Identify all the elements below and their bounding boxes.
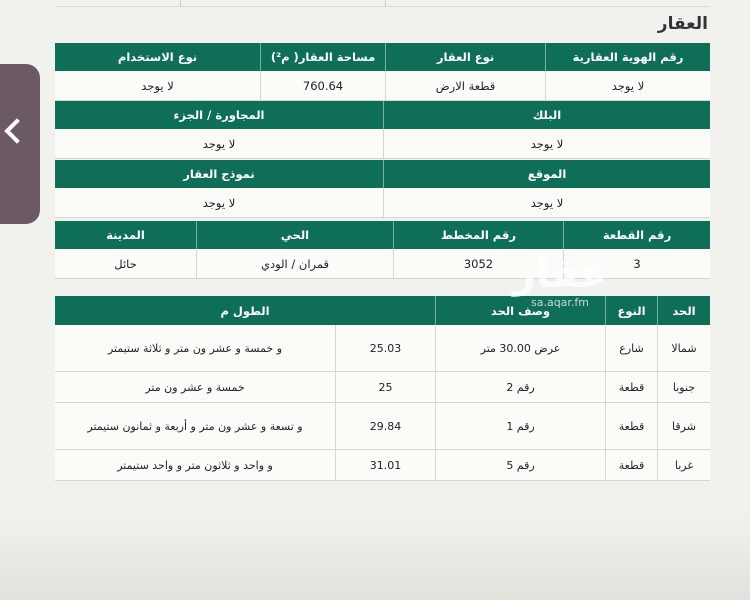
boundary-type: قطعة	[605, 403, 657, 449]
value-neighborhood-part: لا يوجد	[202, 136, 236, 151]
table-row	[55, 325, 710, 372]
header-usage-type: نوع الاستخدام	[117, 50, 198, 64]
header-city: المدينة	[106, 228, 145, 242]
boundary-length: 25	[335, 372, 435, 402]
boundary-side: شمالا	[657, 325, 710, 371]
header-plan-number: رقم المخطط	[393, 221, 563, 249]
boundary-length-text: و خمسة و عشر ون متر و ثلاثة ستيمتر	[107, 341, 283, 355]
aqar-watermark	[510, 252, 610, 309]
boundary-length-text: و واحد و ثلاثون متر و واحد ستيمتر	[117, 458, 273, 472]
boundary-type: قطعة	[605, 372, 657, 402]
header-property-id: رقم الهوية العقارية	[545, 43, 710, 71]
property-header-row-1	[55, 43, 710, 71]
boundary-length: 31.01	[335, 450, 435, 480]
boundaries-header-row	[55, 296, 710, 325]
property-value-row-3	[55, 188, 710, 218]
boundary-length-text: و تسعة و عشر ون متر و أربعة و ثمانون ستيمتر	[87, 419, 303, 433]
boundary-type: شارع	[605, 325, 657, 371]
value-block: لا يوجد	[383, 129, 710, 158]
value-district: قمران / الودي	[196, 249, 393, 278]
header-property-area: مساحة العقار( م²)	[260, 43, 385, 71]
table-row	[55, 450, 710, 481]
property-value-row-2	[55, 129, 710, 159]
boundary-length: 25.03	[335, 325, 435, 371]
value-plan-number: 3052	[393, 249, 563, 278]
bottom-shadow	[0, 510, 750, 600]
header-property-type: نوع العقار	[385, 43, 545, 71]
section-title: العقار	[657, 14, 708, 34]
header-location: الموقع	[383, 160, 710, 188]
header-boundary-length: الطول م	[220, 303, 270, 318]
boundary-side: جنوبا	[657, 372, 710, 402]
boundaries-table	[55, 296, 710, 481]
boundary-type: قطعة	[605, 450, 657, 480]
value-property-area: 760.64	[260, 71, 385, 100]
header-district: الحي	[196, 221, 393, 249]
header-property-model: نموذج العقار	[183, 167, 255, 181]
property-header-row-3	[55, 160, 710, 188]
chevron-left-icon	[4, 118, 29, 143]
value-location: لا يوجد	[383, 188, 710, 217]
header-boundary-side: الحد	[657, 296, 710, 325]
boundary-description: رقم 2	[435, 372, 605, 402]
watermark-site: sa.aqar.fm	[530, 296, 590, 309]
property-value-row-1	[55, 71, 710, 101]
boundary-description: رقم 5	[435, 450, 605, 480]
boundary-side: شرقا	[657, 403, 710, 449]
value-city: حائل	[114, 256, 137, 271]
boundary-length: 29.84	[335, 403, 435, 449]
property-value-row-4	[55, 249, 710, 279]
header-boundary-description: وصف الحد	[435, 296, 605, 325]
side-back-tab[interactable]	[0, 64, 40, 224]
header-neighborhood-part: المجاورة / الجزء	[173, 108, 265, 122]
value-usage-type: لا يوجد	[141, 78, 174, 93]
property-header-row-2	[55, 101, 710, 129]
value-property-id: لا يوجد	[545, 71, 710, 100]
table-row	[55, 372, 710, 403]
table-row	[55, 403, 710, 450]
top-strip	[55, 0, 710, 7]
boundary-length-text: خمسة و عشر ون متر	[145, 380, 245, 394]
value-property-model: لا يوجد	[202, 195, 236, 210]
header-boundary-type: النوع	[605, 296, 657, 325]
header-plot-number: رقم القطعة	[563, 221, 710, 249]
watermark-logo-text: عقار	[512, 251, 608, 297]
boundary-side: غربا	[657, 450, 710, 480]
header-block: البلك	[383, 101, 710, 129]
property-header-row-4	[55, 221, 710, 249]
boundary-description: عرض 30.00 متر	[435, 325, 605, 371]
boundary-description: رقم 1	[435, 403, 605, 449]
value-property-type: قطعة الارض	[385, 71, 545, 100]
value-plot-number: 3	[563, 249, 710, 278]
